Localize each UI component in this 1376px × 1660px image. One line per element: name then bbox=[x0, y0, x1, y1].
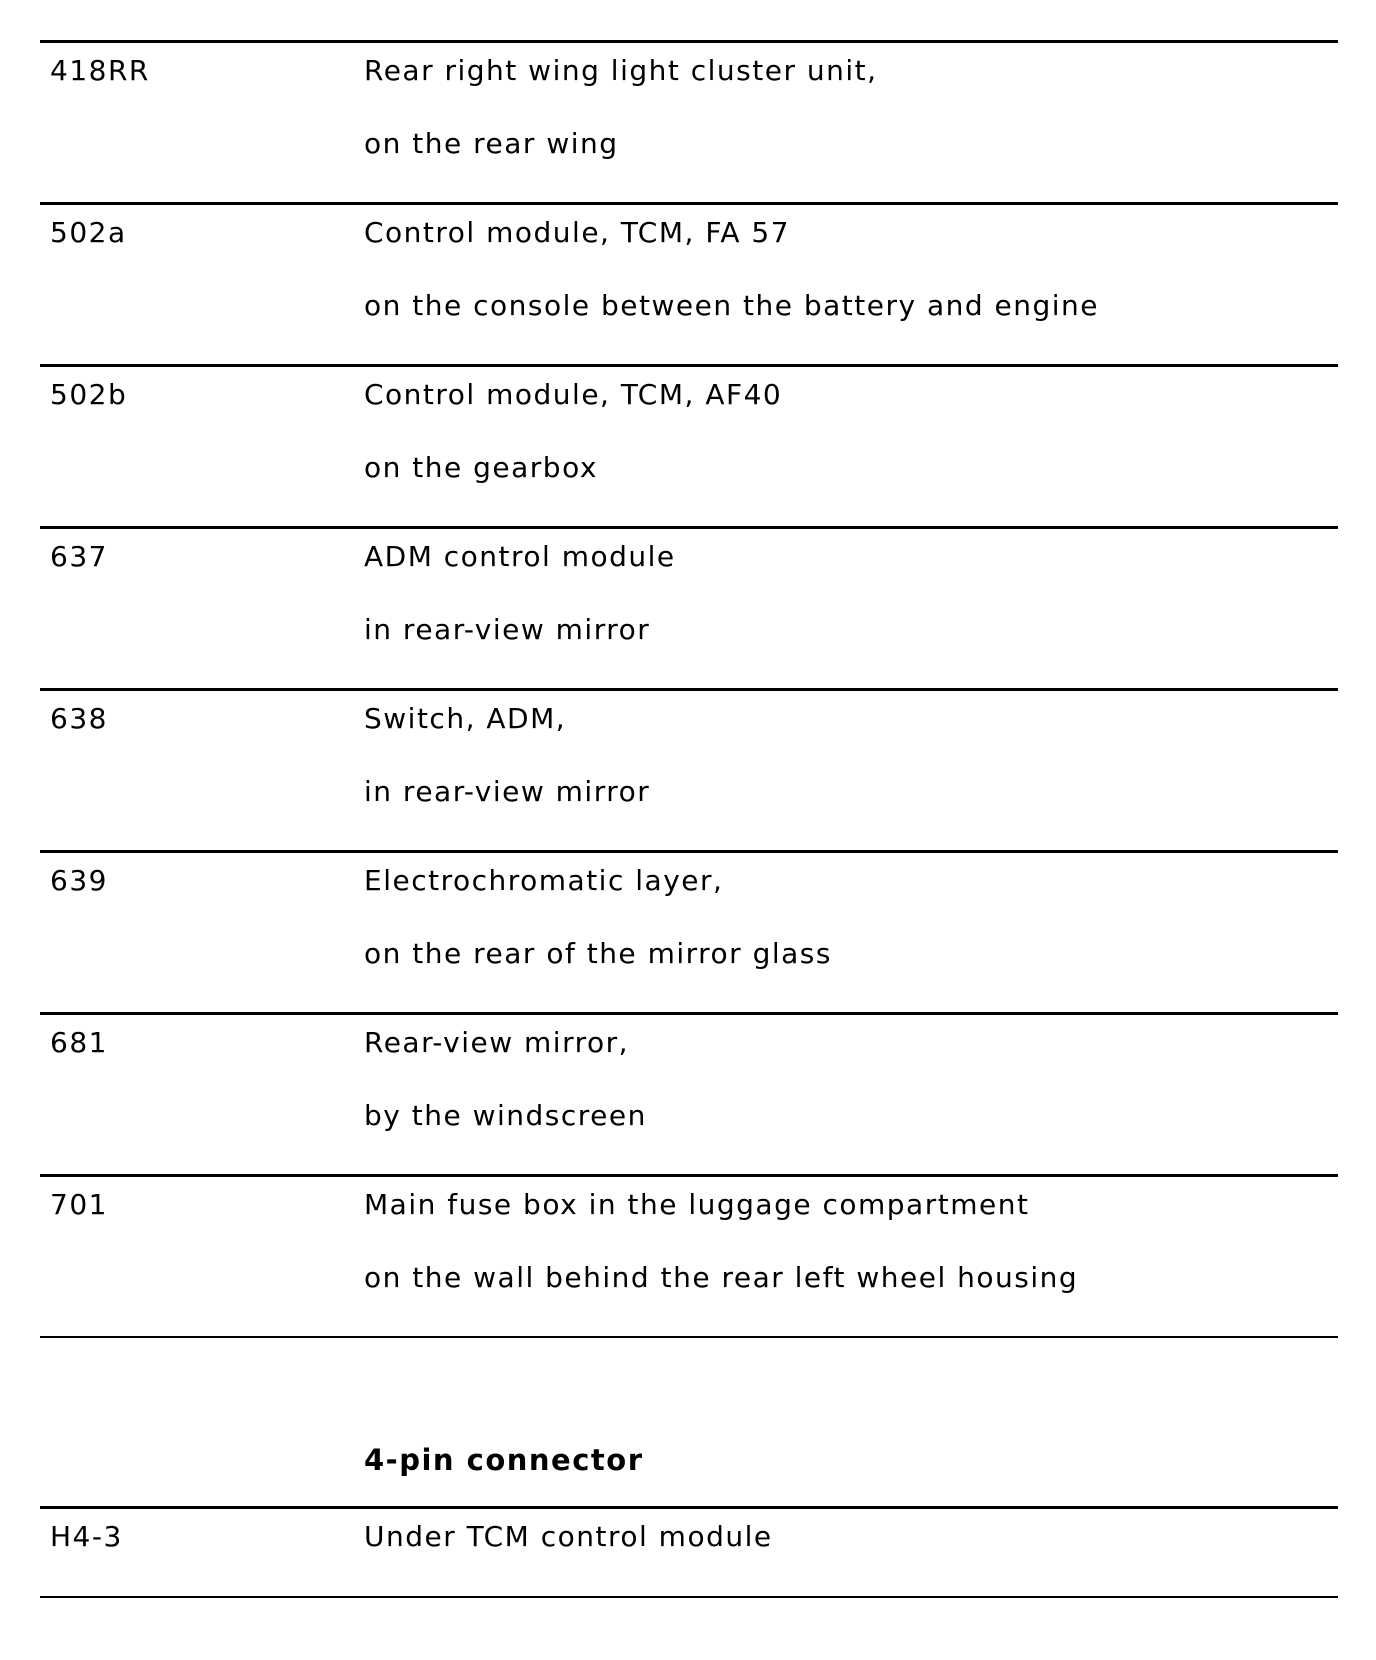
component-name: Rear right wing light cluster unit, bbox=[364, 54, 878, 87]
table-row bbox=[40, 1012, 1338, 1174]
table-row bbox=[40, 850, 1338, 1012]
component-location: in rear-view mirror bbox=[364, 613, 651, 646]
component-code: 502a bbox=[50, 216, 127, 249]
component-name: Rear-view mirror, bbox=[364, 1026, 630, 1059]
table-row bbox=[40, 688, 1338, 850]
component-description bbox=[364, 1187, 1078, 1296]
component-name: Control module, TCM, AF40 bbox=[364, 378, 783, 411]
component-name: ADM control module bbox=[364, 540, 676, 573]
component-code: 681 bbox=[50, 1026, 108, 1059]
component-location: on the gearbox bbox=[364, 451, 598, 484]
component-location: on the console between the battery and engine bbox=[364, 289, 1100, 322]
component-description bbox=[364, 539, 676, 648]
table-row bbox=[40, 1174, 1338, 1336]
component-code: 502b bbox=[50, 378, 128, 411]
component-location: on the wall behind the rear left wheel housing bbox=[364, 1261, 1079, 1294]
component-name: Electrochromatic layer, bbox=[364, 864, 724, 897]
component-description bbox=[364, 1025, 647, 1134]
component-location: by the windscreen bbox=[364, 1099, 647, 1132]
component-description bbox=[364, 701, 650, 810]
table-row bbox=[40, 40, 1338, 202]
component-code: 638 bbox=[50, 702, 108, 735]
component-code: 418RR bbox=[50, 54, 150, 87]
connector-description bbox=[364, 1519, 773, 1555]
component-description bbox=[364, 215, 1099, 324]
table-row bbox=[40, 1506, 1338, 1598]
component-name: Control module, TCM, FA 57 bbox=[364, 216, 791, 249]
section-heading bbox=[40, 1338, 1338, 1506]
component-description bbox=[364, 377, 782, 486]
component-code: 701 bbox=[50, 1188, 108, 1221]
component-name: Switch, ADM, bbox=[364, 702, 567, 735]
component-location: in rear-view mirror bbox=[364, 775, 651, 808]
component-description bbox=[364, 53, 878, 162]
component-location: on the rear of the mirror glass bbox=[364, 937, 832, 970]
section-title: 4-pin connector bbox=[364, 1443, 644, 1477]
table-row bbox=[40, 364, 1338, 526]
component-code: 637 bbox=[50, 540, 108, 573]
component-code: 639 bbox=[50, 864, 108, 897]
component-location: on the rear wing bbox=[364, 127, 619, 160]
table-row bbox=[40, 202, 1338, 364]
connector-location: Under TCM control module bbox=[364, 1520, 773, 1553]
component-name: Main fuse box in the luggage compartment bbox=[364, 1188, 1030, 1221]
component-location-table bbox=[40, 40, 1338, 1598]
component-description bbox=[364, 863, 832, 972]
connector-code: H4-3 bbox=[50, 1520, 123, 1553]
table-row bbox=[40, 526, 1338, 688]
